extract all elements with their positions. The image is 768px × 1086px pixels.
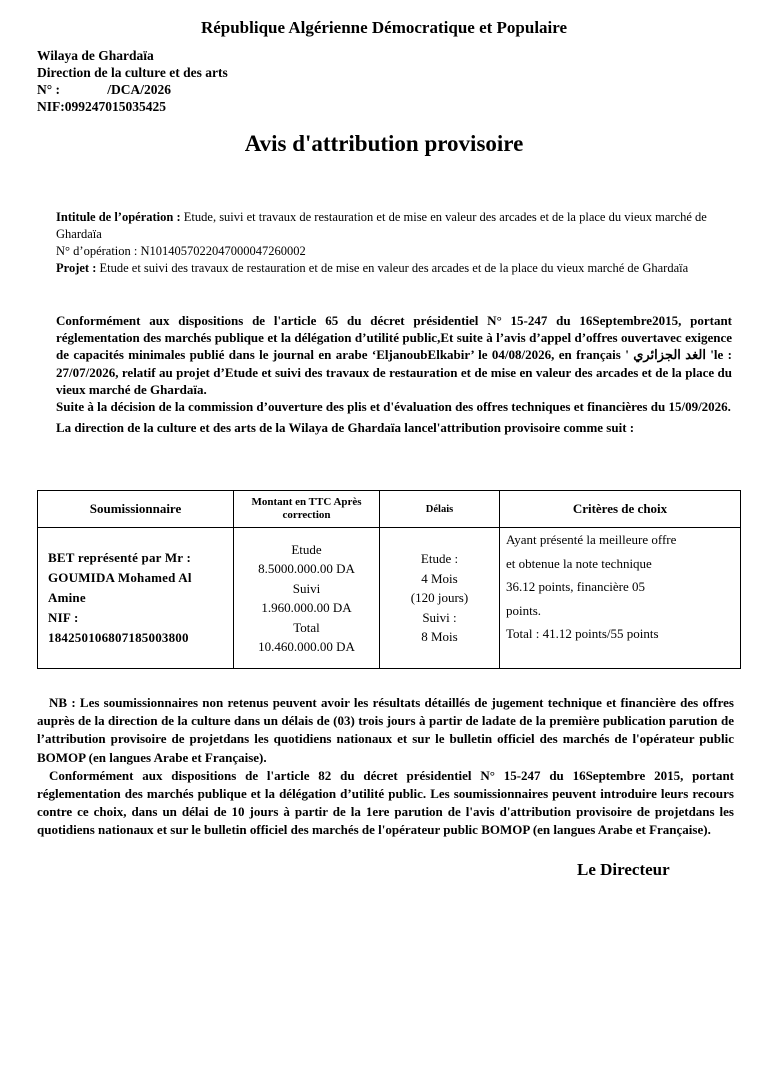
- operation-block: [56, 209, 732, 277]
- cell-delais: [380, 528, 500, 669]
- montant-line: 1.960.000.00 DA: [261, 600, 352, 615]
- reference-number: N° : /DCA/2026: [37, 82, 172, 97]
- signature-line: Le Directeur: [577, 860, 670, 879]
- project-row: [56, 260, 732, 277]
- delais-line: 4 Mois: [421, 570, 458, 586]
- legal-basis-text: [56, 312, 732, 436]
- operation-number-label: N° d’opération :: [56, 244, 141, 258]
- header-montant: Montant en TTC Après correction: [234, 491, 380, 528]
- nb-paragraph-1: NB : Les soumissionnaires non retenus peuvent avoir les résultats détaillés de jugement technique et financière des offres auprès de la direction de la culture dans un délais de (03) trois jours à partir de ladate de la première publication parution de l’attribution provisoire de projetdans les quotidiens nationaux et sur le bulletin officiel des marchés de l'opérateur public BOMOP (en langues Arabe et Française).: [37, 695, 734, 765]
- issuer-block: [37, 47, 228, 115]
- nif-line: NIF:099247015035425: [37, 99, 166, 114]
- delais-line: Etude :: [420, 551, 459, 567]
- montant-line: 10.460.000.00 DA: [258, 639, 355, 654]
- soumis-line: 184250106807185003800: [48, 630, 189, 645]
- montant-line: Etude: [291, 541, 322, 557]
- delais-line: (120 jours): [410, 590, 469, 606]
- operation-number-row: [56, 243, 732, 260]
- delais-line: Suivi :: [422, 609, 457, 625]
- cell-soumissionnaire: [38, 528, 234, 669]
- montant-line: Total: [293, 619, 320, 635]
- operation-number-value: N1014057022047000047260002: [140, 244, 306, 258]
- soumis-line: Amine: [48, 590, 86, 605]
- project-label: Projet :: [56, 261, 100, 275]
- table-row: [38, 528, 741, 669]
- criteres-line: Total : 41.12 points/55 points: [506, 626, 659, 641]
- document-title: Avis d'attribution provisoire: [244, 131, 524, 156]
- legal-paragraph-1: Conformément aux dispositions de l'article 65 du décret présidentiel N° 15-247 du 16Septembre2015, portant réglementation des marchés publique et la délégation d’utilité public,Et suite à l’avis d’appel d’offres ouvertavec exigence de capacités minimales publié dans le journal en arabe ‘EljanoubElkabir’ le 04/08/2026, en français ' الغد الجزائري 'le : 27/07/2026, relatif au projet d’Etude et suivi des travaux de restauration et de mise en valeur des arcades et de la place du vieux marché de Ghardaïa.: [56, 313, 732, 397]
- delais-line: 8 Mois: [421, 629, 458, 645]
- nb-paragraph-2: Conformément aux dispositions de l'article 82 du décret présidentiel N° 15-247 du 16Septembre 2015, portant réglementation des marchés publique et la délégation d’utilité public. Les soumissionnaires peuvent introduire leurs recours contre ce choix, dans un délai de 10 jours à partir de la 1ere parution de l'avis d'attribution provisoire de projetdans les quotidiens nationaux et sur le bulletin officiel des marchés de l'opérateur public BOMOP (en langues Arabe et Française).: [37, 767, 734, 838]
- nb-notice: [37, 694, 734, 840]
- award-table: [37, 490, 741, 669]
- header-delais: Délais: [380, 491, 500, 528]
- project-value: Etude et suivi des travaux de restauration et de mise en valeur des arcades et de la place du vieux marché de Ghardaïa: [99, 261, 689, 275]
- wilaya-line: Wilaya de Ghardaïa: [37, 48, 154, 63]
- soumis-line: BET représenté par Mr :: [48, 550, 192, 565]
- header-criteres: Critères de choix: [500, 491, 741, 528]
- cell-criteres: [500, 528, 741, 669]
- header-soumissionnaire: Soumissionnaire: [38, 491, 234, 528]
- operation-title-value: Etude, suivi et travaux de restauration et de mise en valeur des arcades et de la place du vieux marché de Ghardaïa: [56, 210, 707, 241]
- criteres-line: points.: [506, 602, 542, 618]
- criteres-line: Ayant présenté la meilleure offre: [506, 532, 677, 547]
- operation-title-row: [56, 209, 732, 243]
- cell-montant: [234, 528, 380, 669]
- soumis-line: GOUMIDA Mohamed Al: [48, 570, 192, 585]
- table-header-row: [38, 491, 741, 528]
- criteres-line: 36.12 points, financière 05: [506, 579, 645, 594]
- legal-paragraph-3: La direction de la culture et des arts de la Wilaya de Ghardaïa lancel'attribution provisoire comme suit :: [56, 420, 635, 436]
- montant-line: 8.5000.000.00 DA: [258, 561, 355, 576]
- republic-heading: République Algérienne Démocratique et Populaire: [200, 18, 568, 37]
- direction-line: Direction de la culture et des arts: [37, 65, 228, 80]
- soumis-line: NIF :: [48, 610, 79, 625]
- legal-paragraph-2: Suite à la décision de la commission d’ouverture des plis et d'évaluation des offres techniques et financières du 15/09/2026.: [56, 399, 731, 415]
- criteres-line: et obtenue la note technique: [506, 555, 652, 571]
- montant-line: Suivi: [292, 580, 321, 596]
- operation-title-label: Intitule de l’opération :: [56, 210, 184, 224]
